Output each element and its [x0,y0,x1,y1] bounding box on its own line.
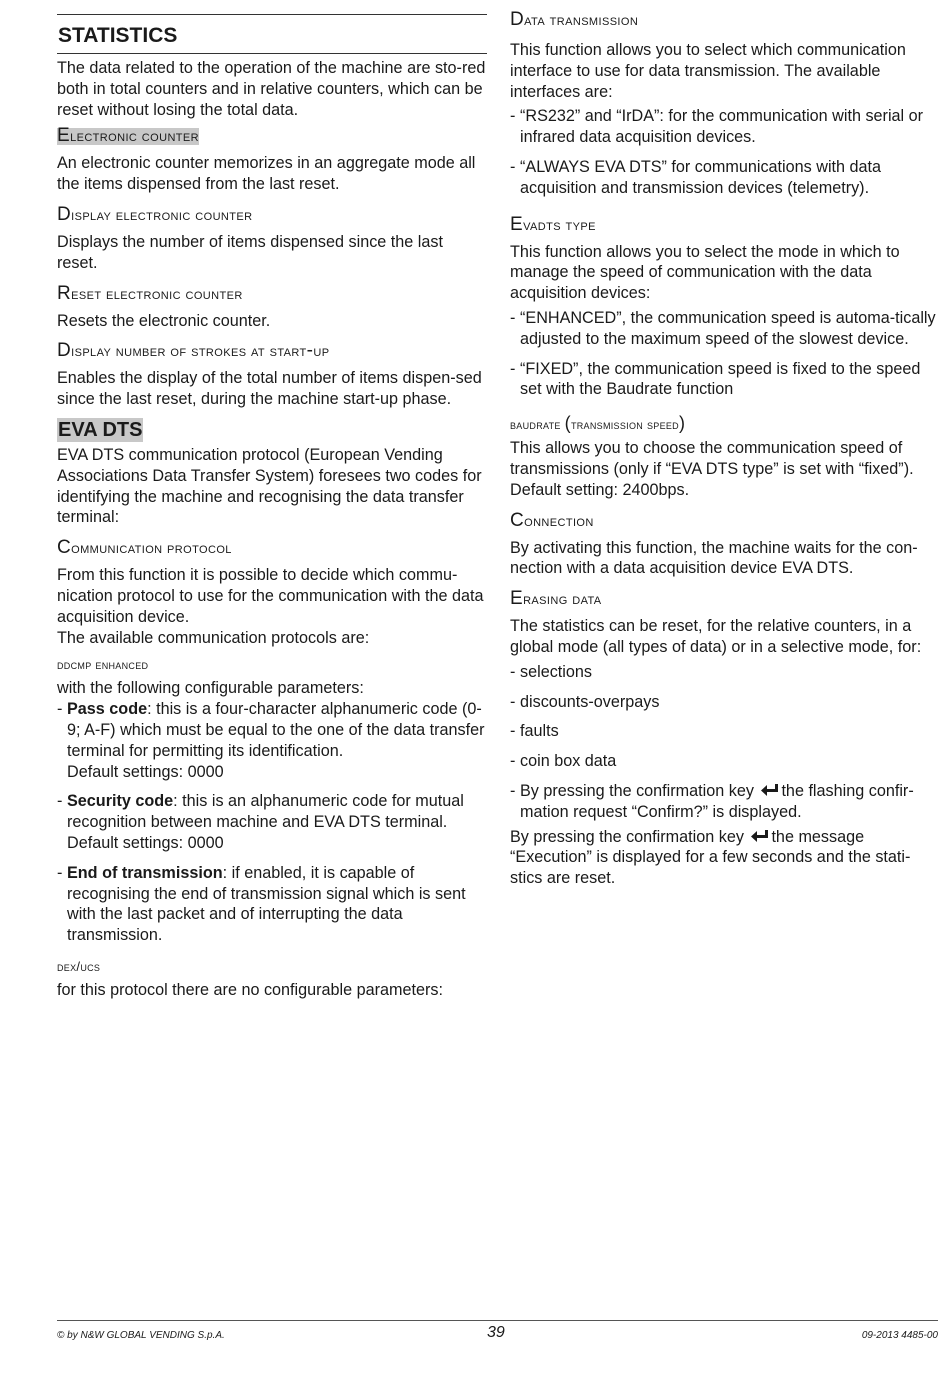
right-column [510,10,938,889]
interface-list [510,106,938,198]
display-counter-heading: Display electronic counter [57,203,253,225]
baudrate-heading: baudrate (transmission speed) [510,413,686,434]
ddcmp-text: with the following configurable parameters: [57,679,364,698]
evadts-type-text: This function allows you to select the mode in which to manage the speed of communication with the data acquisition devices: [510,242,900,303]
erasing-final-text: By pressing the confirmation key the message “Execution” is displayed for a few seconds and the stati-stics are reset. [510,827,911,888]
left-column [57,10,487,1001]
statistics-title: STATISTICS [57,14,487,54]
comm-protocol-text: From this function it is possible to decide which commu-nication protocol to use for the communication with the data acquisition device. [57,566,484,626]
footer-divider [57,1320,938,1321]
electronic-counter-heading: Electronic counter [57,125,199,147]
erasing-heading: Erasing data [510,588,602,610]
data-transmission-heading: Data transmission [510,9,639,30]
comm-protocol-list-intro: The available communication protocols are: [57,628,370,647]
list-item: - coin box data [510,751,938,772]
display-counter-text: Displays the number of items dispensed since the last reset. [57,232,443,272]
list-item: - faults [510,721,938,742]
display-strokes-text: Enables the display of the total number of items dispen-sed since the last reset, during the machine start-up phase. [57,369,482,409]
reset-counter-heading: Reset electronic counter [57,282,243,304]
statistics-intro: The data related to the operation of the machine are sto-red both in total counters and in relative counters, which can be reset without losing the total data. [57,59,486,119]
baudrate-text: This allows you to choose the communication speed of transmissions (only if “EVA DTS type” is set with “fixed”). [510,439,914,478]
comm-protocol-heading: Communication protocol [57,537,232,559]
speed-mode-list [510,308,938,400]
list-item: - selections [510,662,938,683]
list-item: - “RS232” and “IrDA”: for the communication with serial or infrared data acquisition devices. [510,106,938,148]
electronic-counter-text: An electronic counter memorizes in an aggregate mode all the items dispensed from the last reset. [57,154,476,194]
list-item: - discounts-overpays [510,692,938,713]
ddcmp-parameter-list [57,699,487,946]
eva-dts-title: EVA DTS [58,418,143,441]
page-number: 39 [487,1324,505,1341]
enter-key-icon [750,829,769,845]
connection-heading: Connection [510,509,594,531]
erasing-list [510,662,938,823]
connection-text: By activating this function, the machine waits for the con-nection with a data acquisition device EVA DTS. [510,538,918,578]
dex-text: for this protocol there are no configurable parameters: [57,980,444,999]
reset-counter-text: Resets the electronic counter. [57,311,271,330]
evadts-type-heading: Evadts type [510,213,596,235]
ddcmp-heading: ddcmp enhanced [57,657,149,673]
display-strokes-heading: Display number of strokes at start-up [57,340,330,362]
list-item: - “FIXED”, the communication speed is fixed to the speed set with the Baudrate function [510,359,938,401]
enter-key-icon [760,783,779,799]
data-transmission-text: This function allows you to select which communication interface to use for data transmission. The available interfaces are: [510,41,906,101]
list-item: - Security code: this is an alphanumeric code for mutual recognition between machine and EVA DTS terminal. Default settings: 0000 [57,791,487,853]
erasing-text: The statistics can be reset, for the relative counters, in a global mode (all types of data) or in a selective mode, for: [510,617,922,656]
list-item: - End of transmission: if enabled, it is capable of recognising the end of transmission signal which is sent with the last packet and of interrupting the data transmission. [57,863,487,946]
eva-dts-intro: EVA DTS communication protocol (European Vending Associations Data Transfer System) foresees two codes for identifying the machine and recognising the data transfer terminal: [57,445,482,527]
list-item: - “ENHANCED”, the communication speed is automa-tically adjusted to the maximum speed of the slowest device. [510,308,938,350]
footer-copyright: © by N&W GLOBAL VENDING S.p.A. [57,1330,225,1341]
document-code: 09-2013 4485-00 [861,1330,938,1341]
list-item: - “ALWAYS EVA DTS” for communications with data acquisition and transmission devices (telemetry). [510,157,938,199]
list-item: - By pressing the confirmation key the flashing confir-mation request “Confirm?” is displayed. [510,781,938,823]
baudrate-default: Default setting: 2400bps. [510,480,690,499]
list-item: - Pass code: this is a four-character alphanumeric code (0-9; A-F) which must be equal to the one of the data transfer terminal for permitting its identification. Default settings: 0000 [57,699,487,782]
dex-heading: dex/ucs [57,958,101,974]
